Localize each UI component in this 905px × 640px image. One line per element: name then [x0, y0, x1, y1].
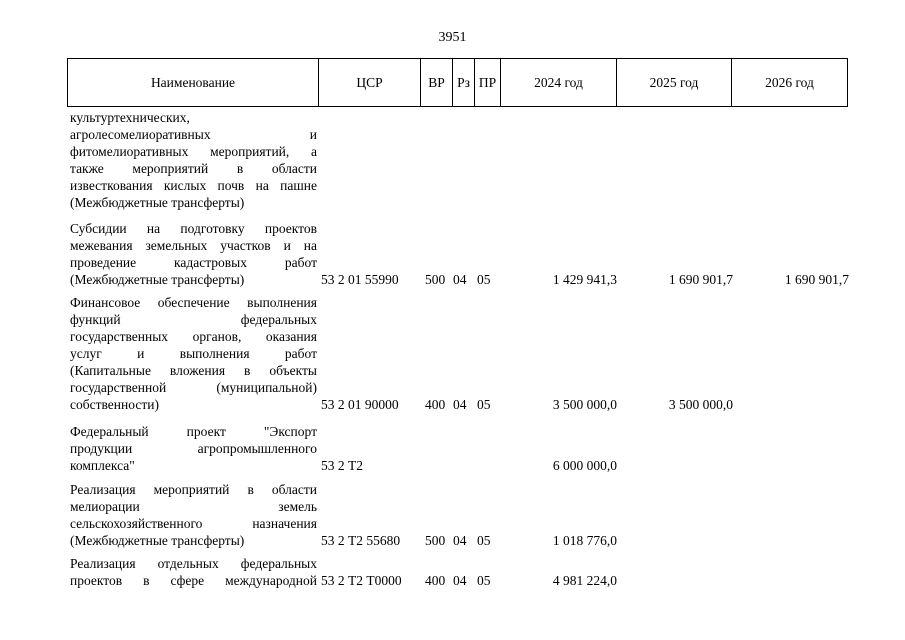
row-name [70, 481, 317, 549]
name-line: проведение кадастровых работ [70, 255, 317, 270]
cell-2025: 3 500 000,0 [668, 397, 733, 412]
header-csr: ЦСР [319, 59, 421, 106]
cell-csr: 53 2 Т2 [321, 458, 363, 473]
cell-2024: 6 000 000,0 [552, 458, 617, 473]
cell-2024: 1 429 941,3 [552, 272, 617, 287]
name-line: функций федеральных [70, 312, 317, 327]
cell-vr: 500 [425, 272, 446, 287]
name-line: Субсидии на подготовку проектов [70, 221, 317, 236]
cell-csr: 53 2 Т2 55680 [321, 533, 401, 548]
page-number: 3951 [438, 30, 467, 45]
cell-csr: 53 2 01 55990 [321, 272, 399, 287]
name-line: известкования кислых почв на пашне [70, 178, 317, 193]
header-2025: 2025 год [617, 59, 732, 106]
name-line: Финансовое обеспечение выполнения [70, 295, 317, 310]
header-pr: ПР [475, 59, 501, 106]
cell-pr: 05 [477, 397, 491, 412]
name-line: Реализация мероприятий в области [70, 482, 317, 497]
name-line: проектов в сфере международной [70, 573, 317, 588]
name-line: также мероприятий в области [70, 161, 317, 176]
name-line: (Межбюджетные трансферты) [70, 195, 245, 210]
name-line: Федеральный проект "Экспорт [70, 424, 317, 439]
name-line: межевания земельных участков и на [70, 238, 317, 253]
header-name: Наименование [68, 59, 319, 106]
name-line: государственных органов, оказания [70, 329, 317, 344]
row-name [70, 555, 317, 589]
cell-rz: 04 [453, 533, 467, 548]
row-name [70, 220, 317, 288]
name-line: услуг и выполнения работ [70, 346, 317, 361]
cell-2026: 1 690 901,7 [784, 272, 849, 287]
cell-vr: 500 [425, 533, 446, 548]
cell-pr: 05 [477, 573, 491, 588]
header-rz: Рз [453, 59, 475, 106]
cell-rz: 04 [453, 397, 467, 412]
name-line: государственной (муниципальной) [70, 380, 317, 395]
cell-vr: 400 [425, 573, 446, 588]
name-line: агролесомелиоративных и [70, 127, 317, 142]
cell-csr: 53 2 Т2 Т0000 [321, 573, 402, 588]
cell-vr: 400 [425, 397, 446, 412]
name-line: сельскохозяйственного назначения [70, 516, 317, 531]
cell-rz: 04 [453, 573, 467, 588]
cell-pr: 05 [477, 272, 491, 287]
cell-2024: 3 500 000,0 [552, 397, 617, 412]
name-line: Реализация отдельных федеральных [70, 556, 317, 571]
row-name [70, 109, 317, 211]
name-line: (Межбюджетные трансферты) [70, 533, 245, 548]
cell-pr: 05 [477, 533, 491, 548]
name-line: собственности) [70, 397, 159, 412]
header-vr: ВР [421, 59, 453, 106]
name-line: продукции агропромышленного [70, 441, 317, 456]
name-line: фитомелиоративных мероприятий, а [70, 144, 317, 159]
row-name [70, 294, 317, 413]
cell-2024: 4 981 224,0 [552, 573, 617, 588]
cell-rz: 04 [453, 272, 467, 287]
table-header [67, 58, 848, 107]
row-name [70, 423, 317, 474]
name-line: (Капитальные вложения в объекты [70, 363, 317, 378]
header-2024: 2024 год [501, 59, 617, 106]
cell-csr: 53 2 01 90000 [321, 397, 399, 412]
name-line: комплекса" [70, 458, 135, 473]
cell-2025: 1 690 901,7 [668, 272, 733, 287]
header-2026: 2026 год [765, 74, 814, 90]
name-line: культуртехнических, [70, 110, 190, 125]
name-line: мелиорации земель [70, 499, 317, 514]
cell-2024: 1 018 776,0 [552, 533, 617, 548]
name-line: (Межбюджетные трансферты) [70, 272, 245, 287]
